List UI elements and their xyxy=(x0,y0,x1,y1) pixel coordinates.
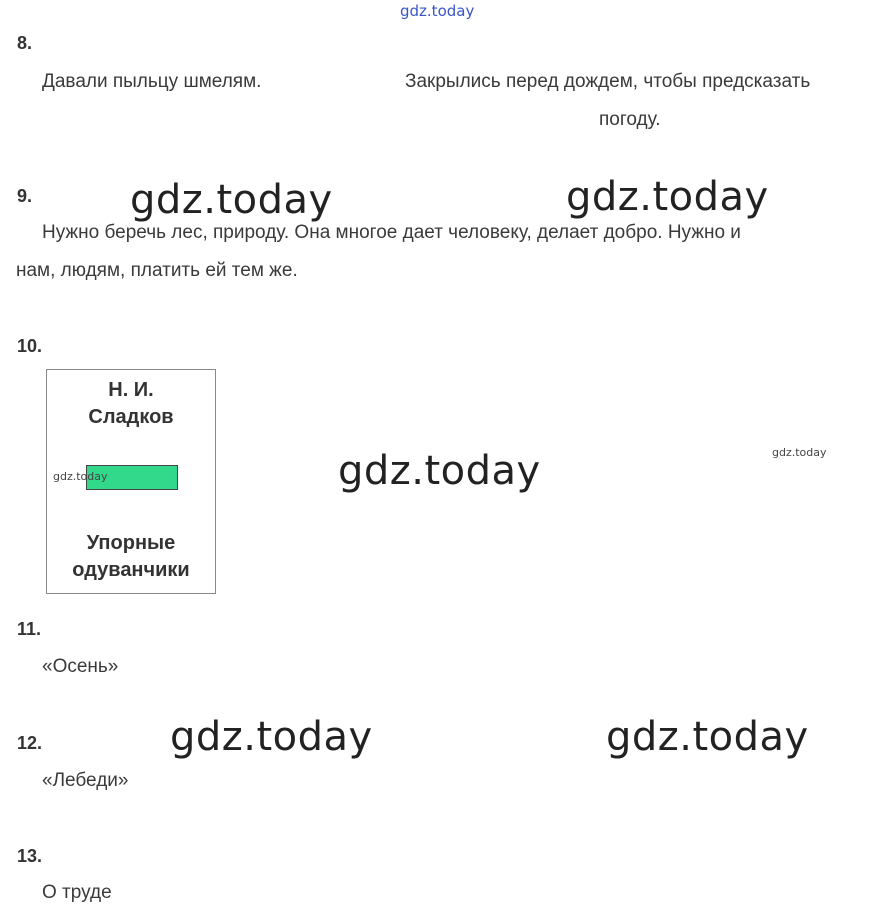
section-9-number: 9. xyxy=(17,186,33,206)
section-11-text: «Осень» xyxy=(42,656,119,677)
section-8-number: 8. xyxy=(17,33,33,53)
watermark-big: gdz.today xyxy=(606,714,809,760)
watermark-big: gdz.today xyxy=(170,714,373,760)
book-author-line2: Сладков xyxy=(88,406,174,428)
watermark-big: gdz.today xyxy=(566,174,769,220)
watermark-small: gdz.today xyxy=(772,446,827,459)
book-cover-card xyxy=(46,369,216,594)
section-8-left-text: Давали пыльцу шмелям. xyxy=(42,71,262,92)
watermark-top: gdz.today xyxy=(400,2,475,20)
watermark-small: gdz.today xyxy=(53,470,108,483)
book-title-line2: одуванчики xyxy=(72,559,190,581)
section-8-right-line2: погоду. xyxy=(599,109,661,130)
book-title-line1: Упорные xyxy=(86,532,176,554)
watermark-big: gdz.today xyxy=(338,448,541,494)
section-12-number: 12. xyxy=(17,733,43,753)
section-10-number: 10. xyxy=(17,336,43,356)
watermark-big: gdz.today xyxy=(130,177,333,223)
section-11-number: 11. xyxy=(17,619,42,639)
section-13-text: О труде xyxy=(42,882,112,903)
section-9-line2: нам, людям, платить ей тем же. xyxy=(16,260,298,281)
book-author-line1: Н. И. xyxy=(108,379,154,401)
section-12-text: «Лебеди» xyxy=(42,770,129,791)
section-13-number: 13. xyxy=(17,846,43,866)
section-8-right-line1: Закрылись перед дождем, чтобы предсказать xyxy=(405,71,811,92)
section-9-line1: Нужно беречь лес, природу. Она многое дает человеку, делает добро. Нужно и xyxy=(42,222,741,243)
